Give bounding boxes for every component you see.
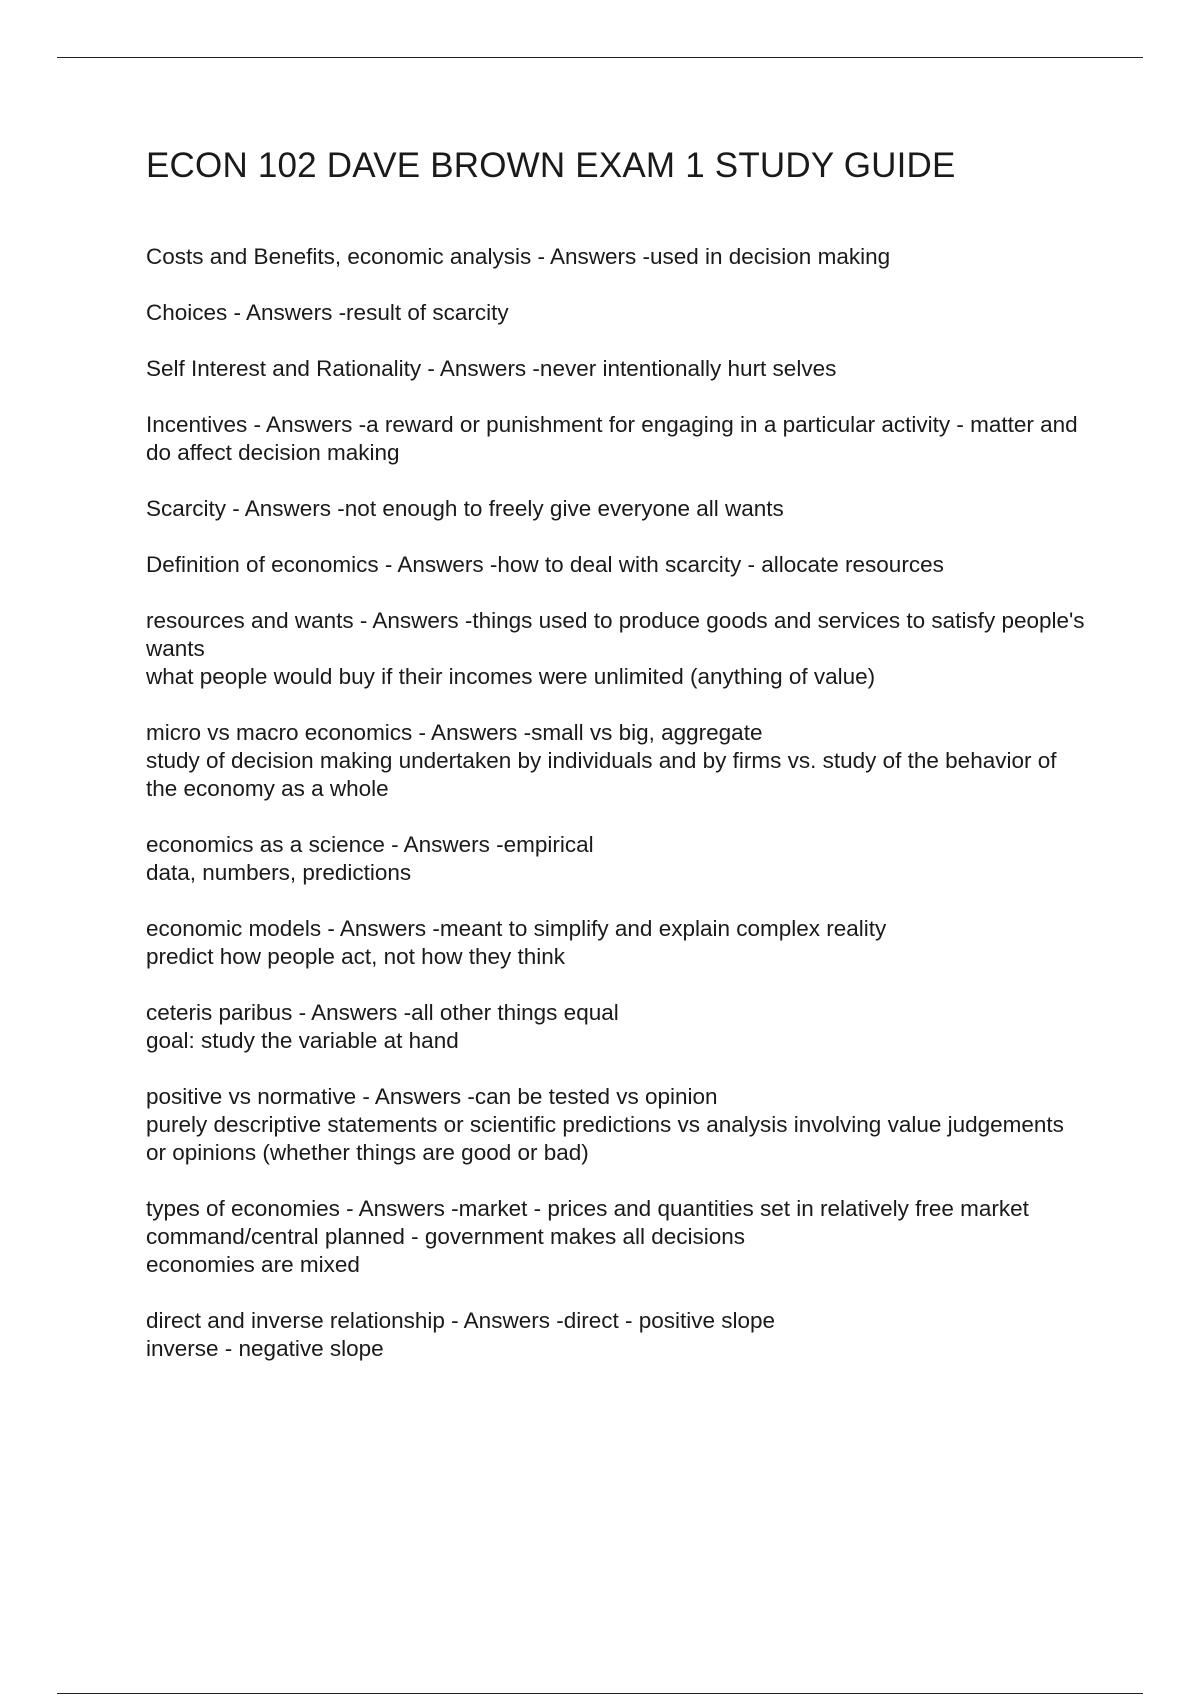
bottom-rule	[57, 1693, 1143, 1694]
entry-line: economies are mixed	[146, 1252, 360, 1277]
entry-line: Scarcity - Answers -not enough to freely give everyone all wants	[146, 496, 784, 521]
entry-line: Choices - Answers -result of scarcity	[146, 300, 509, 325]
entry-line: predict how people act, not how they think	[146, 944, 566, 969]
study-entry	[146, 495, 1086, 523]
entry-line: ceteris paribus - Answers -all other things equal	[146, 1000, 619, 1025]
study-entry	[146, 299, 1086, 327]
entry-line: direct and inverse relationship - Answers -direct - positive slope	[146, 1308, 776, 1333]
study-entry	[146, 999, 1086, 1055]
study-entry	[146, 607, 1086, 691]
entry-line: data, numbers, predictions	[146, 860, 412, 885]
entry-line: goal: study the variable at hand	[146, 1028, 459, 1053]
entry-line: resources and wants - Answers -things used to produce goods and services to satisfy people's wants	[146, 608, 1085, 661]
entry-line: economics as a science - Answers -empirical	[146, 832, 594, 857]
study-entry	[146, 551, 1086, 579]
entry-line: Self Interest and Rationality - Answers -never intentionally hurt selves	[146, 356, 837, 381]
entry-line: micro vs macro economics - Answers -small vs big, aggregate	[146, 720, 763, 745]
study-entry	[146, 355, 1086, 383]
document-body	[146, 145, 1086, 1391]
study-entry	[146, 411, 1086, 467]
study-entry	[146, 1083, 1086, 1167]
entry-line: Incentives - Answers -a reward or punishment for engaging in a particular activity - matter and do affect decision making	[146, 412, 1078, 465]
entry-line: inverse - negative slope	[146, 1336, 384, 1361]
document-title: ECON 102 DAVE BROWN EXAM 1 STUDY GUIDE	[146, 146, 956, 185]
entry-line: Definition of economics - Answers -how to deal with scarcity - allocate resources	[146, 552, 944, 577]
study-entry	[146, 831, 1086, 887]
entry-line: economic models - Answers -meant to simplify and explain complex reality	[146, 916, 887, 941]
top-rule	[57, 57, 1143, 58]
entry-line: command/central planned - government makes all decisions	[146, 1224, 746, 1249]
study-entry	[146, 243, 1086, 271]
study-entry	[146, 915, 1086, 971]
entry-line: study of decision making undertaken by individuals and by firms vs. study of the behavior of the economy as a whole	[146, 748, 1057, 801]
study-entry	[146, 1195, 1086, 1279]
entry-line: purely descriptive statements or scientific predictions vs analysis involving value judgements or opinions (whether things are good or bad)	[146, 1112, 1064, 1165]
study-entry	[146, 719, 1086, 803]
entry-line: types of economies - Answers -market - prices and quantities set in relatively free market	[146, 1196, 1029, 1221]
entry-line: positive vs normative - Answers -can be tested vs opinion	[146, 1084, 718, 1109]
entry-line: Costs and Benefits, economic analysis - Answers -used in decision making	[146, 244, 891, 269]
entry-line: what people would buy if their incomes were unlimited (anything of value)	[146, 664, 876, 689]
study-entries	[146, 243, 1086, 1363]
study-entry	[146, 1307, 1086, 1363]
